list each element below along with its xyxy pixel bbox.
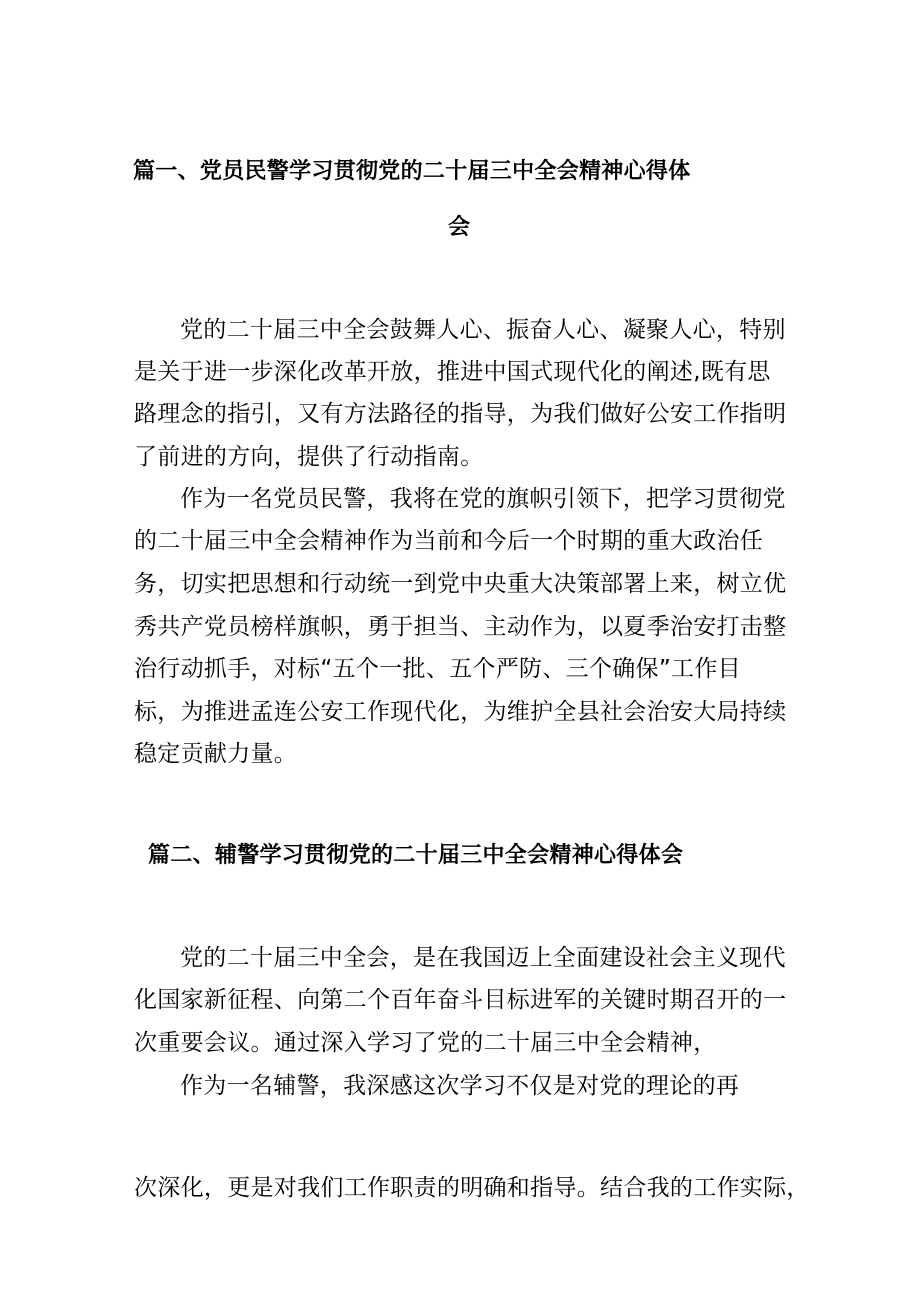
section1-para2-line5: 治行动抓手，对标“五个一批、五个严防、三个确保”工作目 — [134, 656, 741, 682]
section1-para2-line6: 标，为推进孟连公安工作现代化，为维护全县社会治安大局持续 — [134, 699, 787, 725]
section1-title-line1: 篇一、党员民警学习贯彻党的二十届三中全会精神心得体 — [133, 159, 691, 184]
section2-para1-line2: 化国家新征程、向第二个百年奋斗目标进军的关键时期召开的一 — [134, 987, 787, 1013]
section2-title: 篇二、辅警学习贯彻党的二十届三中全会精神心得体会 — [148, 843, 684, 868]
section1-para2-line1: 作为一名党员民警，我将在党的旗帜引领下，把学习贯彻党 — [180, 486, 786, 512]
section1-para2-line2: 的二十届三中全会精神作为当前和今后一个时期的重大政治任 — [134, 528, 764, 554]
section1-para1-line3: 路理念的指引，又有方法路径的指导，为我们做好公安工作指明 — [134, 401, 787, 427]
section1-para2-line4: 秀共产党员榜样旗帜，勇于担当、主动作为，以夏季治安打击整 — [134, 614, 787, 640]
section2-para1-line1: 党的二十届三中全会，是在我国迈上全面建设社会主义现代 — [180, 945, 786, 971]
section1-para2-line7: 稳定贡献力量。 — [134, 741, 298, 767]
section1-title-line2: 会 — [448, 215, 471, 240]
section2-para2-line1: 作为一名辅警，我深感这次学习不仅是对党的理论的再 — [180, 1073, 740, 1099]
section1-para1-line1: 党的二十届三中全会鼓舞人心、振奋人心、凝聚人心，特别 — [180, 317, 786, 343]
section1-para2-line3: 务，切实把思想和行动统一到党中央重大决策部署上来，树立优 — [134, 571, 787, 597]
section1-para1-line4: 了前进的方向，提供了行动指南。 — [134, 444, 484, 470]
section2-para1-line3: 次重要会议。通过深入学习了党的二十届三中全会精神， — [134, 1030, 717, 1056]
section1-para1-line2: 是关于进一步深化改革开放，推进中国式现代化的阐述,既有思 — [134, 359, 771, 385]
section2-para3-line1: 次深化，更是对我们工作职责的明确和指导。结合我的工作实际， — [134, 1175, 810, 1201]
